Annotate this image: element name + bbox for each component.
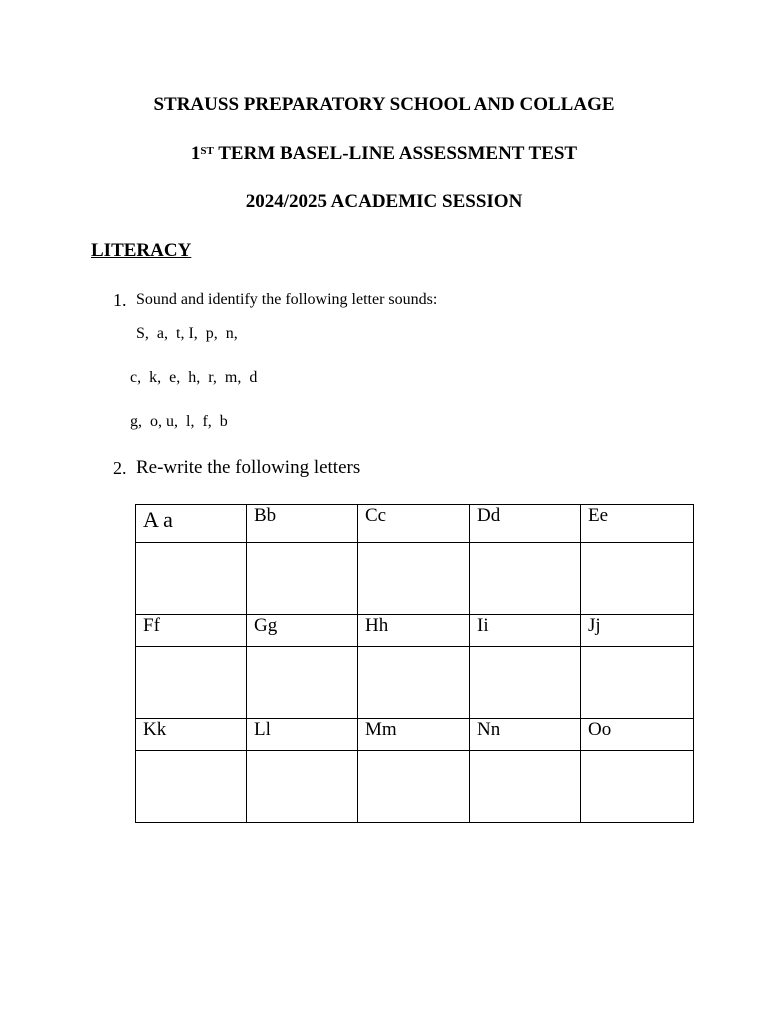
letter-sounds-line-2: c, k, e, h, r, m, d: [130, 369, 258, 386]
writing-cell[interactable]: [247, 543, 358, 615]
letter-cell: Hh: [358, 615, 470, 647]
writing-row-3: [136, 751, 694, 823]
question-2-number: 2.: [113, 458, 127, 478]
writing-cell[interactable]: [581, 543, 694, 615]
letter-cell: Jj: [581, 615, 694, 647]
letter-cell: Ll: [247, 719, 358, 751]
question-1-number: 1.: [113, 290, 127, 310]
writing-cell[interactable]: [470, 543, 581, 615]
writing-row-2: [136, 647, 694, 719]
question-2-text: Re-write the following letters: [136, 457, 361, 478]
letters-row-3: [136, 719, 694, 751]
writing-cell[interactable]: [247, 751, 358, 823]
writing-cell[interactable]: [136, 751, 247, 823]
term-number: 1: [190, 143, 201, 164]
writing-cell[interactable]: [358, 751, 470, 823]
term-title-rest: TERM BASEL-LINE ASSESSMENT TEST: [213, 143, 578, 164]
letters-row-1: [136, 505, 694, 543]
letter-cell: Oo: [581, 719, 694, 751]
writing-cell[interactable]: [581, 647, 694, 719]
writing-cell[interactable]: [358, 543, 470, 615]
term-superscript: ST: [200, 145, 214, 157]
letter-cell: Ee: [581, 505, 694, 543]
letter-cell: Cc: [358, 505, 470, 543]
writing-cell[interactable]: [358, 647, 470, 719]
writing-cell[interactable]: [136, 543, 247, 615]
letter-cell: Ff: [136, 615, 247, 647]
letter-sounds-line-3: g, o, u, l, f, b: [130, 413, 228, 430]
letter-cell: A a: [136, 505, 247, 543]
writing-cell[interactable]: [470, 751, 581, 823]
letter-cell: Ii: [470, 615, 581, 647]
term-title: [0, 143, 768, 165]
letter-cell: Bb: [247, 505, 358, 543]
school-name: STRAUSS PREPARATORY SCHOOL AND COLLAGE: [153, 94, 615, 115]
writing-row-1: [136, 543, 694, 615]
letter-cell: Nn: [470, 719, 581, 751]
section-heading: LITERACY: [91, 240, 192, 261]
question-1-text: Sound and identify the following letter sounds:: [136, 291, 438, 308]
letter-sounds-line-1: S, a, t, I, p, n,: [136, 325, 238, 342]
letters-row-2: [136, 615, 694, 647]
writing-cell[interactable]: [581, 751, 694, 823]
academic-session: 2024/2025 ACADEMIC SESSION: [245, 191, 523, 212]
letter-cell: Mm: [358, 719, 470, 751]
writing-cell[interactable]: [247, 647, 358, 719]
writing-cell[interactable]: [470, 647, 581, 719]
letter-cell: Dd: [470, 505, 581, 543]
letter-cell: Kk: [136, 719, 247, 751]
letters-table: [135, 504, 694, 823]
letter-cell: Gg: [247, 615, 358, 647]
writing-cell[interactable]: [136, 647, 247, 719]
